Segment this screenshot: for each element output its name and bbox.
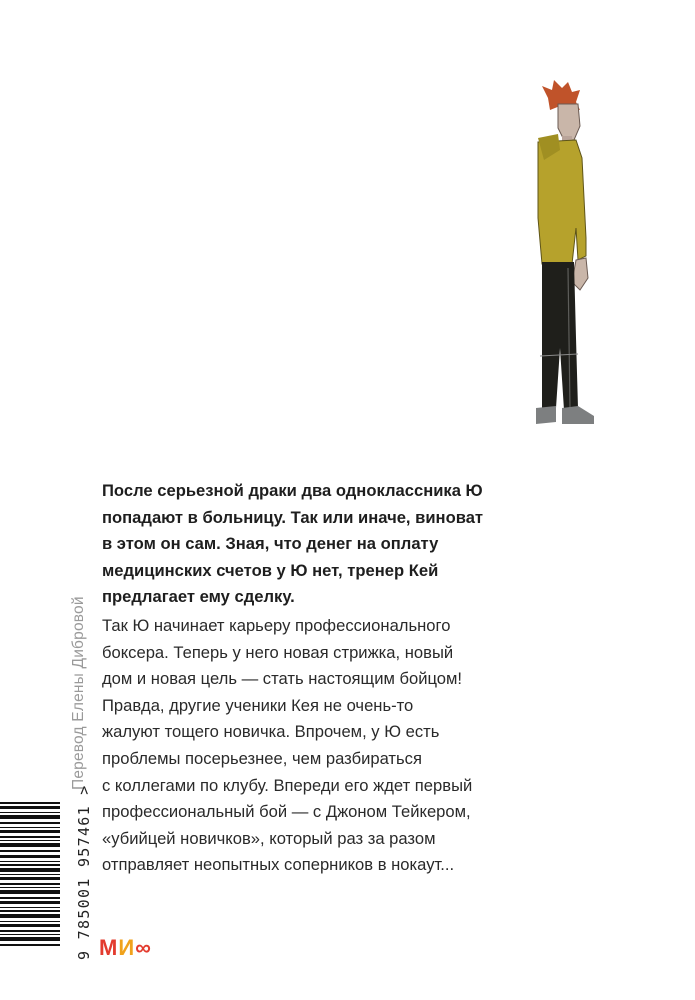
- lead-line: в этом он сам. Зная, что денег на оплату: [102, 534, 439, 554]
- lead-line: После серьезной драки два одноклассника Ю: [102, 481, 483, 500]
- body-line: Так Ю начинает карьеру профессионального: [102, 616, 451, 635]
- body-line: Правда, другие ученики Кея не очень-то: [102, 695, 414, 715]
- publisher-logo: [99, 935, 152, 961]
- boxer-illustration: [520, 78, 610, 430]
- body-line: боксера. Теперь у него новая стрижка, новый: [102, 642, 454, 662]
- body-line: профессиональный бой — с Джоном Тейкером,: [102, 802, 471, 822]
- lead-line: попадают в больницу. Так или иначе, виноват: [102, 507, 484, 527]
- isbn-number: 9 785001 957461 >: [75, 784, 93, 960]
- body-line: с коллегами по клубу. Впереди его ждет первый: [102, 775, 473, 795]
- shoe-back: [536, 406, 556, 424]
- lead-line: предлагает ему сделку.: [102, 587, 295, 607]
- shoe-front: [562, 406, 594, 424]
- body-line: жалуют тощего новичка. Впрочем, у Ю есть: [102, 722, 440, 742]
- translator-credit: Перевод Елены Дибровой: [70, 596, 87, 790]
- lead-line: медицинских счетов у Ю нет, тренер Кей: [102, 560, 439, 580]
- lead-paragraph: [102, 478, 582, 611]
- body-line: дом и новая цель — стать настоящим бойцом!: [102, 669, 463, 689]
- logo-text: МИ: [99, 935, 136, 960]
- body-paragraph: [102, 613, 582, 879]
- body-line: отправляет неопытных соперников в нокаут...: [102, 855, 455, 875]
- body-line: «убийцей новичков», который раз за разом: [102, 828, 436, 848]
- pants: [542, 262, 578, 410]
- barcode-icon: [0, 800, 60, 950]
- body-line: проблемы посерьезнее, чем разбираться: [102, 748, 422, 768]
- infinity-icon: ∞: [135, 935, 152, 960]
- head: [558, 104, 580, 140]
